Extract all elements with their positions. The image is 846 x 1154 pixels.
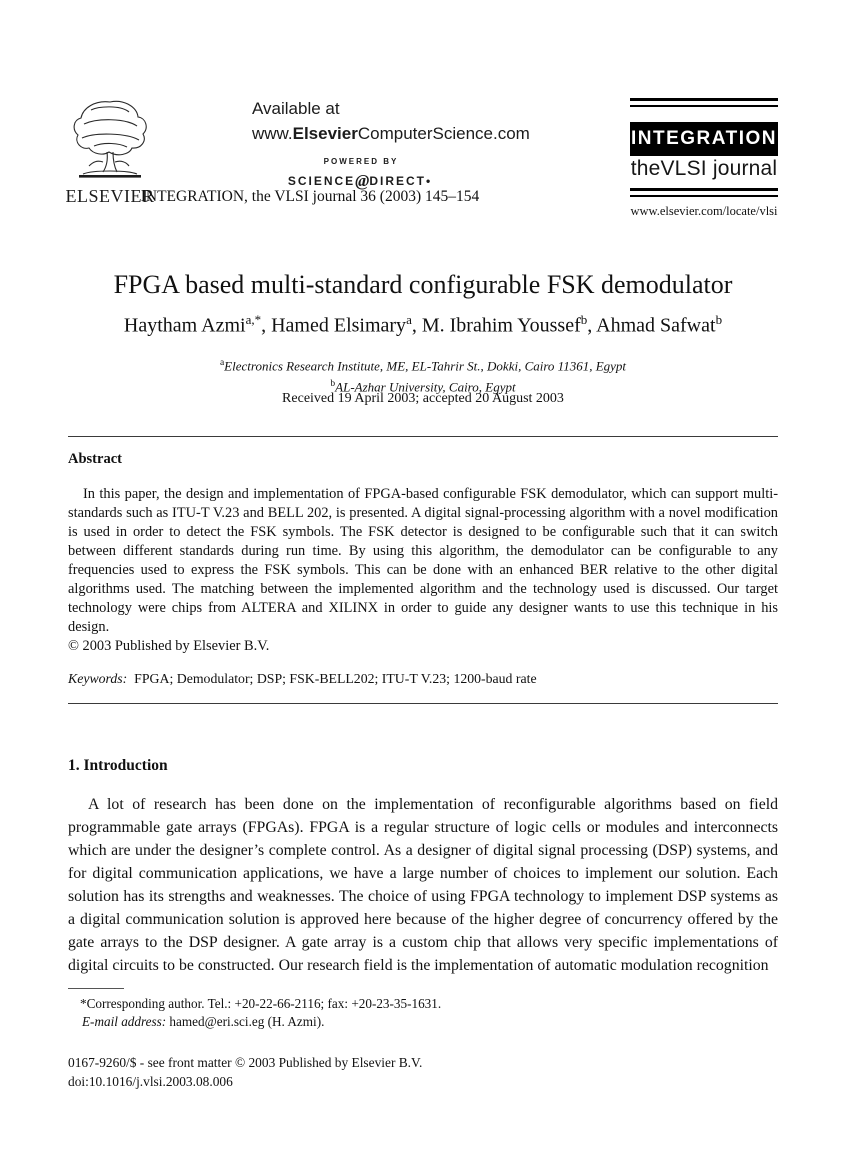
doi-line: doi:10.1016/j.vlsi.2003.08.006 — [68, 1073, 233, 1089]
email-label: E-mail address: — [82, 1013, 167, 1029]
affiliation-mark: a — [219, 358, 225, 368]
affiliation-text: AL-Azhar University, Cairo, Egypt — [335, 379, 516, 395]
author: , M. Ibrahim Youssef — [411, 314, 581, 337]
abstract-bottom-rule — [68, 703, 778, 704]
science-wordmark: SCIENCE — [287, 174, 356, 188]
sciencedirect-url — [252, 124, 530, 144]
keywords-label: Keywords: — [68, 671, 128, 686]
paper-title: FPGA based multi-standard configurable FSK demodulator — [113, 270, 733, 299]
affiliation-text: Electronics Research Institute, ME, EL-Tahrir St., Dokki, Cairo 11361, Egypt — [224, 358, 627, 374]
section-heading-introduction: 1. Introduction — [68, 757, 168, 774]
abstract-top-rule — [68, 436, 778, 437]
journal-homepage-url: www.elsevier.com/locate/vlsi — [630, 204, 778, 218]
journal-citation-line: INTEGRATION, the VLSI journal 36 (2003) 145–154 — [140, 188, 480, 205]
author: , Hamed Elsimary — [261, 314, 407, 337]
author: , Ahmad Safwat — [587, 314, 716, 337]
keywords-line — [68, 671, 778, 687]
issn-copyright-line: 0167-9260/$ - see front matter © 2003 Published by Elsevier B.V. — [68, 1055, 423, 1070]
site-rest: ComputerScience.com — [357, 124, 530, 143]
author: Haytham Azmi — [123, 314, 246, 337]
corresponding-author-line: *Corresponding author. Tel.: +20-22-66-2116; fax: +20-23-35-1631. — [80, 996, 442, 1011]
elsevier-wordmark: ELSEVIER — [65, 186, 155, 206]
author-affiliation-mark: a,* — [245, 312, 262, 327]
at-direct-icon: @ — [355, 171, 370, 190]
integration-journal-logo — [630, 98, 778, 219]
footnote-rule — [68, 988, 124, 989]
author-affiliation-mark: a — [406, 312, 412, 327]
vlsi-journal-subtitle: theVLSI journal — [630, 157, 778, 180]
abstract-copyright-line: © 2003 Published by Elsevier B.V. — [68, 638, 270, 654]
author-affiliation-mark: b — [715, 312, 723, 327]
corresponding-author-footnote — [68, 995, 778, 1030]
affiliation — [60, 354, 786, 375]
abstract-heading: Abstract — [68, 451, 122, 467]
elsevier-tree-icon — [64, 96, 156, 184]
site-prefix: www. — [252, 124, 293, 143]
received-accepted-line: Received 19 April 2003; accepted 20 August 2003 — [282, 391, 564, 406]
integration-logo-box: INTEGRATION — [630, 122, 778, 156]
direct-wordmark: DIRECT• — [369, 174, 433, 188]
email-address: hamed@eri.sci.eg (H. Azmi). — [166, 1013, 325, 1029]
logo-top-rule — [630, 98, 778, 107]
affiliation-mark: b — [330, 379, 336, 390]
site-brand: Elsevier — [292, 124, 358, 143]
abstract-paragraph: In this paper, the design and implementation of FPGA-based configurable FSK demodulator, which can support multi-standards such as ITU-T V.23 and BELL 202, is presented. A digital signal-processing algorithm with a novel modification is used in order to detect the FSK symbols. The FSK detector is designed to be configurable such that it can switch between different standards during run time. By using this algorithm, the demodulator can be configurable to any frequencies used to express the FSK symbols. This can be done with an enhanced BER relative to the other digital algorithms used. The matching between the implemented algorithm and the technology used is discussed. Our target technology were chips from ALTERA and XILINX in order to guide any designer wants to use this technique in his design. — [68, 486, 778, 635]
abstract-body — [68, 485, 778, 656]
introduction-body — [68, 793, 778, 977]
author-affiliation-mark: b — [580, 312, 588, 327]
introduction-paragraph: A lot of research has been done on the implementation of reconfigurable algorithms based on field programmable gate arrays (FPGAs). FPGA is a regular structure of logic cells or modules and interconnects which are under the designer’s complete control. As a designer of digital signal processing (DSP) systems, and for digital communication applications, we have a large number of choices to implement our solution. Each solution has its strengths and weaknesses. The choice of using FPGA technology to implement DSP systems as a digital communication solution is approved here because of the higher degree of concurrency offered by the gate arrays to the DSP designer. A gate array is a custom chip that allows very specific implementations of digital circuits to be constructed. Our research field is the implementation of automatic modulation recognition — [68, 796, 778, 974]
available-at-text: Available at — [252, 99, 340, 118]
email-line — [68, 1013, 778, 1031]
author-list — [60, 312, 786, 338]
keywords-text: FPGA; Demodulator; DSP; FSK-BELL202; ITU-T V.23; 1200-baud rate — [127, 671, 537, 686]
front-matter-footer — [68, 1054, 778, 1091]
logo-bottom-rule — [630, 188, 778, 197]
sciencedirect-powered-by — [260, 153, 460, 191]
powered-by-text: POWERED BY — [323, 157, 397, 166]
